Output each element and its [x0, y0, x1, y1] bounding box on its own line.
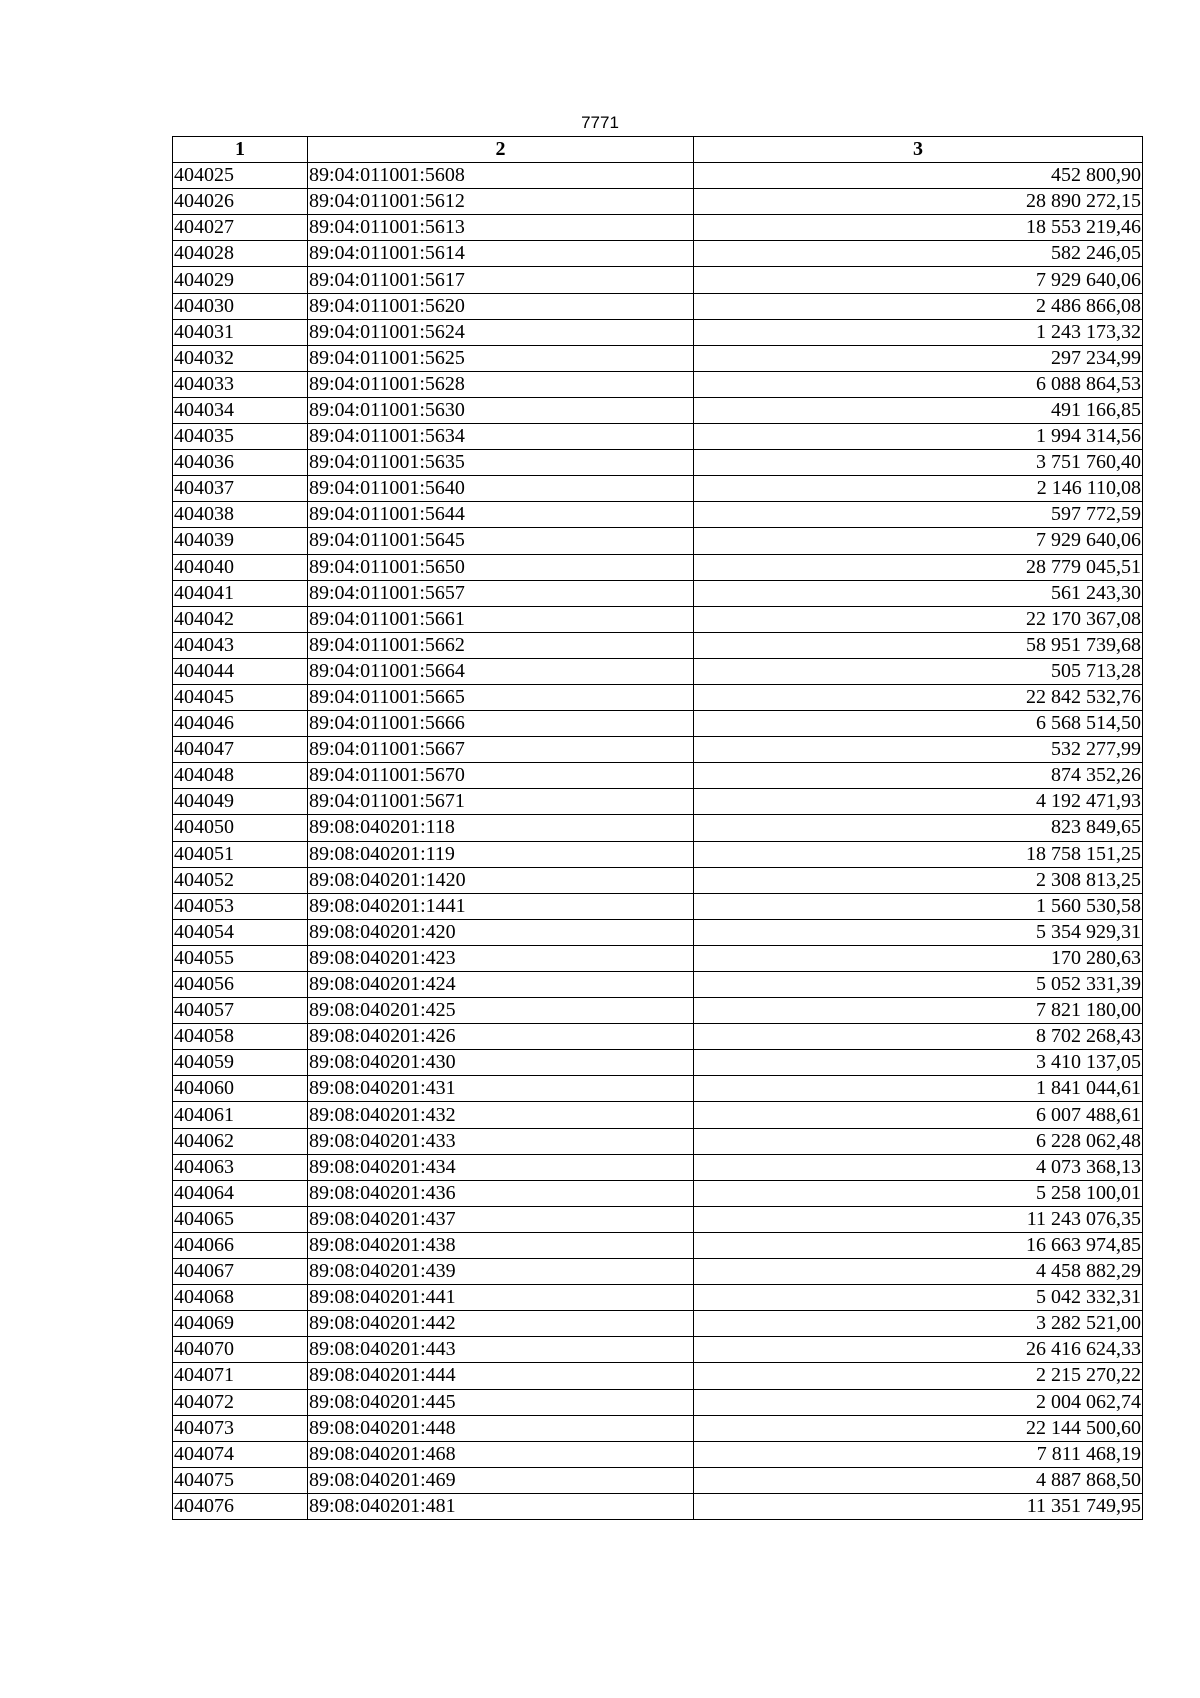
value-cell: 6 088 864,53: [694, 371, 1143, 397]
row-number-cell: 404032: [173, 345, 308, 371]
value-cell: 2 308 813,25: [694, 867, 1143, 893]
cadastral-number-cell: 89:08:040201:468: [308, 1441, 694, 1467]
table-row: [173, 345, 1143, 371]
table-row: [173, 789, 1143, 815]
cadastral-number-cell: 89:04:011001:5625: [308, 345, 694, 371]
value-cell: 58 951 739,68: [694, 632, 1143, 658]
cadastral-number-cell: 89:08:040201:481: [308, 1493, 694, 1519]
table-row: [173, 1363, 1143, 1389]
value-cell: 2 004 062,74: [694, 1389, 1143, 1415]
cadastral-number-cell: 89:04:011001:5614: [308, 241, 694, 267]
row-number-cell: 404027: [173, 215, 308, 241]
table-row: [173, 841, 1143, 867]
table-row: [173, 1180, 1143, 1206]
value-cell: 7 811 468,19: [694, 1441, 1143, 1467]
value-cell: 2 486 866,08: [694, 293, 1143, 319]
table-row: [173, 632, 1143, 658]
value-cell: 6 228 062,48: [694, 1128, 1143, 1154]
cadastral-number-cell: 89:04:011001:5628: [308, 371, 694, 397]
table-row: [173, 1467, 1143, 1493]
value-cell: 22 170 367,08: [694, 606, 1143, 632]
row-number-cell: 404058: [173, 1024, 308, 1050]
row-number-cell: 404051: [173, 841, 308, 867]
value-cell: 11 243 076,35: [694, 1206, 1143, 1232]
row-number-cell: 404074: [173, 1441, 308, 1467]
value-cell: 4 887 868,50: [694, 1467, 1143, 1493]
cadastral-number-cell: 89:08:040201:441: [308, 1285, 694, 1311]
registry-table: [172, 136, 1143, 1520]
row-number-cell: 404026: [173, 189, 308, 215]
value-cell: 11 351 749,95: [694, 1493, 1143, 1519]
column-header-1: 1: [173, 137, 308, 163]
value-cell: 7 821 180,00: [694, 998, 1143, 1024]
row-number-cell: 404068: [173, 1285, 308, 1311]
value-cell: 5 258 100,01: [694, 1180, 1143, 1206]
cadastral-number-cell: 89:08:040201:445: [308, 1389, 694, 1415]
cadastral-number-cell: 89:04:011001:5650: [308, 554, 694, 580]
cadastral-number-cell: 89:04:011001:5665: [308, 684, 694, 710]
cadastral-number-cell: 89:08:040201:443: [308, 1337, 694, 1363]
cadastral-number-cell: 89:04:011001:5635: [308, 450, 694, 476]
value-cell: 5 354 929,31: [694, 919, 1143, 945]
cadastral-number-cell: 89:04:011001:5667: [308, 737, 694, 763]
value-cell: 4 458 882,29: [694, 1259, 1143, 1285]
cadastral-number-cell: 89:08:040201:432: [308, 1102, 694, 1128]
value-cell: 7 929 640,06: [694, 267, 1143, 293]
table-row: [173, 867, 1143, 893]
cadastral-number-cell: 89:08:040201:430: [308, 1050, 694, 1076]
row-number-cell: 404044: [173, 658, 308, 684]
cadastral-number-cell: 89:04:011001:5664: [308, 658, 694, 684]
row-number-cell: 404040: [173, 554, 308, 580]
row-number-cell: 404028: [173, 241, 308, 267]
column-header-3: 3: [694, 137, 1143, 163]
row-number-cell: 404046: [173, 711, 308, 737]
cadastral-number-cell: 89:08:040201:425: [308, 998, 694, 1024]
row-number-cell: 404036: [173, 450, 308, 476]
value-cell: 1 994 314,56: [694, 424, 1143, 450]
row-number-cell: 404072: [173, 1389, 308, 1415]
column-header-2: 2: [308, 137, 694, 163]
table-row: [173, 1206, 1143, 1232]
value-cell: 28 779 045,51: [694, 554, 1143, 580]
cadastral-number-cell: 89:08:040201:444: [308, 1363, 694, 1389]
cadastral-number-cell: 89:08:040201:439: [308, 1259, 694, 1285]
row-number-cell: 404048: [173, 763, 308, 789]
value-cell: 2 146 110,08: [694, 476, 1143, 502]
cadastral-number-cell: 89:04:011001:5666: [308, 711, 694, 737]
cadastral-number-cell: 89:04:011001:5620: [308, 293, 694, 319]
cadastral-number-cell: 89:04:011001:5671: [308, 789, 694, 815]
row-number-cell: 404056: [173, 972, 308, 998]
table-row: [173, 163, 1143, 189]
value-cell: 874 352,26: [694, 763, 1143, 789]
row-number-cell: 404065: [173, 1206, 308, 1232]
cadastral-number-cell: 89:04:011001:5661: [308, 606, 694, 632]
table-row: [173, 711, 1143, 737]
table-row: [173, 397, 1143, 423]
table-row: [173, 476, 1143, 502]
cadastral-number-cell: 89:08:040201:1441: [308, 893, 694, 919]
cadastral-number-cell: 89:04:011001:5612: [308, 189, 694, 215]
row-number-cell: 404075: [173, 1467, 308, 1493]
row-number-cell: 404059: [173, 1050, 308, 1076]
table-row: [173, 424, 1143, 450]
table-row: [173, 1493, 1143, 1519]
table-row: [173, 1232, 1143, 1258]
row-number-cell: 404071: [173, 1363, 308, 1389]
value-cell: 1 243 173,32: [694, 319, 1143, 345]
cadastral-number-cell: 89:08:040201:438: [308, 1232, 694, 1258]
value-cell: 297 234,99: [694, 345, 1143, 371]
table-row: [173, 319, 1143, 345]
value-cell: 7 929 640,06: [694, 528, 1143, 554]
table-row: [173, 1311, 1143, 1337]
table-row: [173, 1389, 1143, 1415]
table-row: [173, 972, 1143, 998]
row-number-cell: 404052: [173, 867, 308, 893]
row-number-cell: 404049: [173, 789, 308, 815]
table-row: [173, 1024, 1143, 1050]
row-number-cell: 404037: [173, 476, 308, 502]
table-body: [173, 163, 1143, 1520]
cadastral-number-cell: 89:08:040201:119: [308, 841, 694, 867]
cadastral-number-cell: 89:08:040201:437: [308, 1206, 694, 1232]
table-row: [173, 1441, 1143, 1467]
value-cell: 18 758 151,25: [694, 841, 1143, 867]
table-row: [173, 450, 1143, 476]
value-cell: 3 751 760,40: [694, 450, 1143, 476]
table-row: [173, 1415, 1143, 1441]
table-row: [173, 1285, 1143, 1311]
table-row: [173, 189, 1143, 215]
table-row: [173, 554, 1143, 580]
table-row: [173, 1337, 1143, 1363]
value-cell: 5 042 332,31: [694, 1285, 1143, 1311]
cadastral-number-cell: 89:08:040201:442: [308, 1311, 694, 1337]
value-cell: 18 553 219,46: [694, 215, 1143, 241]
row-number-cell: 404038: [173, 502, 308, 528]
table-row: [173, 684, 1143, 710]
value-cell: 6 007 488,61: [694, 1102, 1143, 1128]
value-cell: 505 713,28: [694, 658, 1143, 684]
value-cell: 8 702 268,43: [694, 1024, 1143, 1050]
cadastral-number-cell: 89:08:040201:426: [308, 1024, 694, 1050]
row-number-cell: 404055: [173, 945, 308, 971]
row-number-cell: 404054: [173, 919, 308, 945]
row-number-cell: 404073: [173, 1415, 308, 1441]
row-number-cell: 404076: [173, 1493, 308, 1519]
row-number-cell: 404041: [173, 580, 308, 606]
row-number-cell: 404047: [173, 737, 308, 763]
cadastral-number-cell: 89:08:040201:118: [308, 815, 694, 841]
row-number-cell: 404067: [173, 1259, 308, 1285]
row-number-cell: 404069: [173, 1311, 308, 1337]
table-row: [173, 580, 1143, 606]
table-row: [173, 371, 1143, 397]
table-row: [173, 1050, 1143, 1076]
table-row: [173, 241, 1143, 267]
cadastral-number-cell: 89:08:040201:433: [308, 1128, 694, 1154]
table-row: [173, 267, 1143, 293]
value-cell: 561 243,30: [694, 580, 1143, 606]
cadastral-number-cell: 89:04:011001:5634: [308, 424, 694, 450]
table-row: [173, 1128, 1143, 1154]
table-row: [173, 606, 1143, 632]
row-number-cell: 404034: [173, 397, 308, 423]
row-number-cell: 404025: [173, 163, 308, 189]
value-cell: 582 246,05: [694, 241, 1143, 267]
row-number-cell: 404066: [173, 1232, 308, 1258]
table-row: [173, 528, 1143, 554]
cadastral-number-cell: 89:04:011001:5640: [308, 476, 694, 502]
row-number-cell: 404062: [173, 1128, 308, 1154]
row-number-cell: 404033: [173, 371, 308, 397]
row-number-cell: 404031: [173, 319, 308, 345]
value-cell: 1 841 044,61: [694, 1076, 1143, 1102]
row-number-cell: 404063: [173, 1154, 308, 1180]
table-row: [173, 1259, 1143, 1285]
cadastral-number-cell: 89:08:040201:469: [308, 1467, 694, 1493]
value-cell: 6 568 514,50: [694, 711, 1143, 737]
value-cell: 4 073 368,13: [694, 1154, 1143, 1180]
cadastral-number-cell: 89:04:011001:5662: [308, 632, 694, 658]
value-cell: 3 282 521,00: [694, 1311, 1143, 1337]
cadastral-number-cell: 89:04:011001:5617: [308, 267, 694, 293]
row-number-cell: 404042: [173, 606, 308, 632]
table-row: [173, 763, 1143, 789]
table-row: [173, 1076, 1143, 1102]
row-number-cell: 404029: [173, 267, 308, 293]
value-cell: 5 052 331,39: [694, 972, 1143, 998]
value-cell: 28 890 272,15: [694, 189, 1143, 215]
cadastral-number-cell: 89:04:011001:5657: [308, 580, 694, 606]
table-row: [173, 893, 1143, 919]
table-row: [173, 658, 1143, 684]
row-number-cell: 404060: [173, 1076, 308, 1102]
cadastral-number-cell: 89:08:040201:420: [308, 919, 694, 945]
table-row: [173, 1102, 1143, 1128]
row-number-cell: 404045: [173, 684, 308, 710]
header-row: [173, 137, 1143, 163]
table-row: [173, 815, 1143, 841]
value-cell: 3 410 137,05: [694, 1050, 1143, 1076]
cadastral-number-cell: 89:04:011001:5645: [308, 528, 694, 554]
row-number-cell: 404035: [173, 424, 308, 450]
cadastral-number-cell: 89:04:011001:5630: [308, 397, 694, 423]
cadastral-number-cell: 89:08:040201:448: [308, 1415, 694, 1441]
table-row: [173, 945, 1143, 971]
cadastral-number-cell: 89:04:011001:5644: [308, 502, 694, 528]
row-number-cell: 404030: [173, 293, 308, 319]
table-row: [173, 215, 1143, 241]
row-number-cell: 404064: [173, 1180, 308, 1206]
cadastral-number-cell: 89:08:040201:423: [308, 945, 694, 971]
cadastral-number-cell: 89:08:040201:431: [308, 1076, 694, 1102]
value-cell: 823 849,65: [694, 815, 1143, 841]
value-cell: 491 166,85: [694, 397, 1143, 423]
row-number-cell: 404057: [173, 998, 308, 1024]
table-row: [173, 919, 1143, 945]
value-cell: 2 215 270,22: [694, 1363, 1143, 1389]
row-number-cell: 404039: [173, 528, 308, 554]
table-row: [173, 1154, 1143, 1180]
cadastral-number-cell: 89:04:011001:5608: [308, 163, 694, 189]
row-number-cell: 404061: [173, 1102, 308, 1128]
cadastral-number-cell: 89:08:040201:436: [308, 1180, 694, 1206]
value-cell: 26 416 624,33: [694, 1337, 1143, 1363]
row-number-cell: 404043: [173, 632, 308, 658]
value-cell: 532 277,99: [694, 737, 1143, 763]
row-number-cell: 404053: [173, 893, 308, 919]
value-cell: 1 560 530,58: [694, 893, 1143, 919]
cadastral-number-cell: 89:04:011001:5613: [308, 215, 694, 241]
table-row: [173, 998, 1143, 1024]
value-cell: 16 663 974,85: [694, 1232, 1143, 1258]
row-number-cell: 404050: [173, 815, 308, 841]
cadastral-number-cell: 89:08:040201:424: [308, 972, 694, 998]
page-number: 7771: [581, 113, 619, 132]
value-cell: 22 144 500,60: [694, 1415, 1143, 1441]
table-row: [173, 502, 1143, 528]
value-cell: 170 280,63: [694, 945, 1143, 971]
cadastral-number-cell: 89:08:040201:434: [308, 1154, 694, 1180]
row-number-cell: 404070: [173, 1337, 308, 1363]
value-cell: 452 800,90: [694, 163, 1143, 189]
table-row: [173, 293, 1143, 319]
value-cell: 22 842 532,76: [694, 684, 1143, 710]
cadastral-number-cell: 89:04:011001:5670: [308, 763, 694, 789]
cadastral-number-cell: 89:04:011001:5624: [308, 319, 694, 345]
table-row: [173, 737, 1143, 763]
cadastral-number-cell: 89:08:040201:1420: [308, 867, 694, 893]
value-cell: 597 772,59: [694, 502, 1143, 528]
value-cell: 4 192 471,93: [694, 789, 1143, 815]
